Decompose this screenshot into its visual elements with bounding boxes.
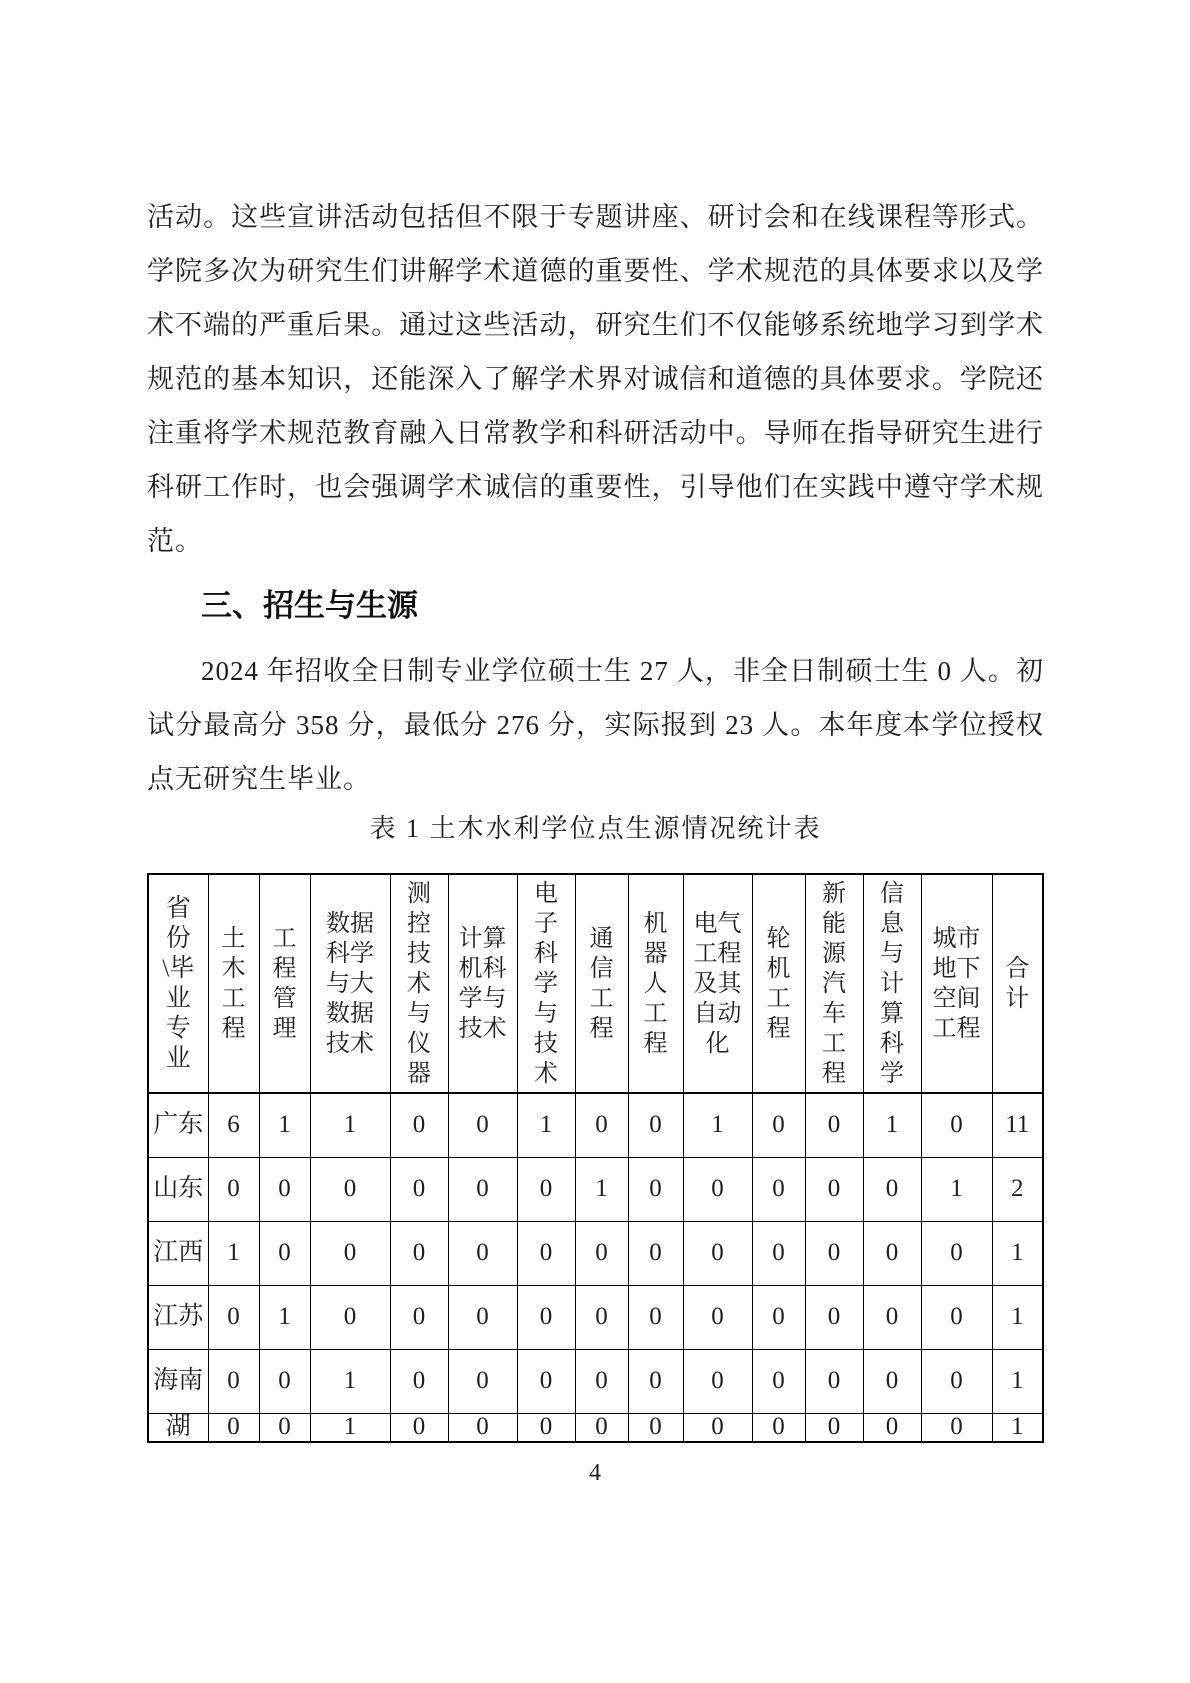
section-heading: 三、招生与生源 bbox=[201, 588, 418, 623]
value-cell: 0 bbox=[863, 1349, 921, 1413]
value-cell: 0 bbox=[628, 1349, 683, 1413]
value-cell: 0 bbox=[575, 1285, 628, 1349]
value-cell: 6 bbox=[208, 1093, 259, 1157]
header-cell-total: 合计 bbox=[992, 874, 1043, 1093]
value-cell: 0 bbox=[752, 1157, 805, 1221]
value-cell: 0 bbox=[259, 1221, 310, 1285]
value-cell: 0 bbox=[628, 1413, 683, 1442]
header-cell-major: 轮机工程 bbox=[752, 874, 805, 1093]
value-cell: 1 bbox=[208, 1221, 259, 1285]
value-cell: 0 bbox=[921, 1093, 992, 1157]
value-cell: 0 bbox=[259, 1349, 310, 1413]
value-cell: 0 bbox=[310, 1285, 390, 1349]
value-cell: 0 bbox=[921, 1413, 992, 1442]
value-cell: 1 bbox=[921, 1157, 992, 1221]
value-cell: 0 bbox=[863, 1285, 921, 1349]
value-cell: 0 bbox=[208, 1349, 259, 1413]
value-cell: 0 bbox=[448, 1157, 517, 1221]
value-cell: 0 bbox=[208, 1285, 259, 1349]
value-cell: 0 bbox=[575, 1093, 628, 1157]
value-cell: 0 bbox=[921, 1221, 992, 1285]
value-cell: 0 bbox=[575, 1349, 628, 1413]
value-cell: 0 bbox=[310, 1157, 390, 1221]
value-cell: 0 bbox=[863, 1221, 921, 1285]
source-statistics-table bbox=[147, 873, 1044, 1443]
value-cell: 0 bbox=[448, 1413, 517, 1442]
value-cell: 0 bbox=[805, 1349, 863, 1413]
value-cell: 0 bbox=[448, 1093, 517, 1157]
province-cell: 湖 bbox=[148, 1413, 208, 1442]
value-cell: 2 bbox=[992, 1157, 1043, 1221]
value-cell: 0 bbox=[517, 1285, 575, 1349]
value-cell: 0 bbox=[517, 1221, 575, 1285]
value-cell: 0 bbox=[390, 1285, 448, 1349]
table-row bbox=[148, 1221, 1043, 1285]
value-cell: 1 bbox=[575, 1157, 628, 1221]
value-cell: 1 bbox=[992, 1349, 1043, 1413]
value-cell: 0 bbox=[208, 1413, 259, 1442]
value-cell: 0 bbox=[208, 1157, 259, 1221]
value-cell: 0 bbox=[683, 1413, 752, 1442]
table-row bbox=[148, 1349, 1043, 1413]
value-cell: 0 bbox=[863, 1157, 921, 1221]
table-caption: 表 1 土木水利学位点生源情况统计表 bbox=[369, 814, 822, 843]
value-cell: 1 bbox=[517, 1093, 575, 1157]
table-header-row bbox=[148, 874, 1043, 1093]
page-number: 4 bbox=[589, 1460, 601, 1486]
value-cell: 0 bbox=[517, 1413, 575, 1442]
value-cell: 0 bbox=[628, 1285, 683, 1349]
header-cell-major: 通信工程 bbox=[575, 874, 628, 1093]
value-cell: 0 bbox=[310, 1221, 390, 1285]
value-cell: 0 bbox=[517, 1157, 575, 1221]
value-cell: 0 bbox=[805, 1093, 863, 1157]
table-row bbox=[148, 1285, 1043, 1349]
value-cell: 0 bbox=[683, 1157, 752, 1221]
value-cell: 1 bbox=[259, 1093, 310, 1157]
value-cell: 0 bbox=[448, 1349, 517, 1413]
value-cell: 0 bbox=[805, 1157, 863, 1221]
page-content bbox=[147, 0, 1044, 1443]
value-cell: 0 bbox=[805, 1285, 863, 1349]
value-cell: 0 bbox=[259, 1413, 310, 1442]
value-cell: 0 bbox=[628, 1093, 683, 1157]
value-cell: 0 bbox=[921, 1349, 992, 1413]
header-cell-major: 电子科学与技术 bbox=[517, 874, 575, 1093]
province-cell: 江苏 bbox=[148, 1285, 208, 1349]
value-cell: 0 bbox=[805, 1413, 863, 1442]
value-cell: 0 bbox=[863, 1413, 921, 1442]
value-cell: 0 bbox=[752, 1349, 805, 1413]
value-cell: 1 bbox=[259, 1285, 310, 1349]
value-cell: 0 bbox=[575, 1221, 628, 1285]
table-row-truncated bbox=[148, 1413, 1043, 1442]
header-cell-major: 新能源汽车工程 bbox=[805, 874, 863, 1093]
value-cell: 0 bbox=[628, 1157, 683, 1221]
value-cell: 1 bbox=[310, 1413, 390, 1442]
value-cell: 1 bbox=[310, 1349, 390, 1413]
province-cell: 江西 bbox=[148, 1221, 208, 1285]
value-cell: 0 bbox=[259, 1157, 310, 1221]
value-cell: 0 bbox=[805, 1221, 863, 1285]
value-cell: 0 bbox=[390, 1349, 448, 1413]
header-cell-major: 土木工程 bbox=[208, 874, 259, 1093]
value-cell: 1 bbox=[992, 1413, 1043, 1442]
value-cell: 1 bbox=[992, 1221, 1043, 1285]
header-cell-major: 城市地下空间工程 bbox=[921, 874, 992, 1093]
header-cell-major: 测控技术与仪器 bbox=[390, 874, 448, 1093]
header-cell-province: 省份\毕业专业 bbox=[148, 874, 208, 1093]
value-cell: 0 bbox=[390, 1221, 448, 1285]
table-row bbox=[148, 1093, 1043, 1157]
header-cell-major: 计算机科学与技术 bbox=[448, 874, 517, 1093]
value-cell: 0 bbox=[448, 1285, 517, 1349]
value-cell: 0 bbox=[448, 1221, 517, 1285]
value-cell: 0 bbox=[752, 1221, 805, 1285]
value-cell: 0 bbox=[921, 1285, 992, 1349]
header-cell-major: 数据科学与大数据技术 bbox=[310, 874, 390, 1093]
header-cell-major: 工程管理 bbox=[259, 874, 310, 1093]
value-cell: 1 bbox=[863, 1093, 921, 1157]
value-cell: 0 bbox=[628, 1221, 683, 1285]
header-cell-major: 电气工程及其自动化 bbox=[683, 874, 752, 1093]
province-cell: 海南 bbox=[148, 1349, 208, 1413]
value-cell: 0 bbox=[752, 1413, 805, 1442]
value-cell: 1 bbox=[992, 1285, 1043, 1349]
header-cell-major: 信息与计算科学 bbox=[863, 874, 921, 1093]
province-cell: 广东 bbox=[148, 1093, 208, 1157]
value-cell: 1 bbox=[683, 1093, 752, 1157]
value-cell: 0 bbox=[683, 1285, 752, 1349]
value-cell: 11 bbox=[992, 1093, 1043, 1157]
body-paragraph-1: 活动。这些宣讲活动包括但不限于专题讲座、研讨会和在线课程等形式。学院多次为研究生们讲解学术道德的重要性、学术规范的具体要求以及学术不端的严重后果。通过这些活动，研究生们不仅能够系统地学习到学术规范的基本知识，还能深入了解学术界对诚信和道德的具体要求。学院还注重将学术规范教育融入日常教学和科研活动中。导师在指导研究生进行科研工作时，也会强调学术诚信的重要性，引导他们在实践中遵守学术规范。 bbox=[147, 202, 1044, 556]
value-cell: 0 bbox=[752, 1285, 805, 1349]
province-cell: 山东 bbox=[148, 1157, 208, 1221]
table-row bbox=[148, 1157, 1043, 1221]
body-paragraph-2: 2024 年招收全日制专业学位硕士生 27 人，非全日制硕士生 0 人。初试分最高分 358 分，最低分 276 分，实际报到 23 人。本年度本学位授权点无研究生毕业。 bbox=[147, 656, 1044, 794]
value-cell: 0 bbox=[575, 1413, 628, 1442]
value-cell: 0 bbox=[390, 1157, 448, 1221]
value-cell: 0 bbox=[683, 1221, 752, 1285]
header-cell-major: 机器人工程 bbox=[628, 874, 683, 1093]
value-cell: 0 bbox=[390, 1413, 448, 1442]
value-cell: 0 bbox=[683, 1349, 752, 1413]
value-cell: 0 bbox=[752, 1093, 805, 1157]
value-cell: 1 bbox=[310, 1093, 390, 1157]
value-cell: 0 bbox=[517, 1349, 575, 1413]
value-cell: 0 bbox=[390, 1093, 448, 1157]
